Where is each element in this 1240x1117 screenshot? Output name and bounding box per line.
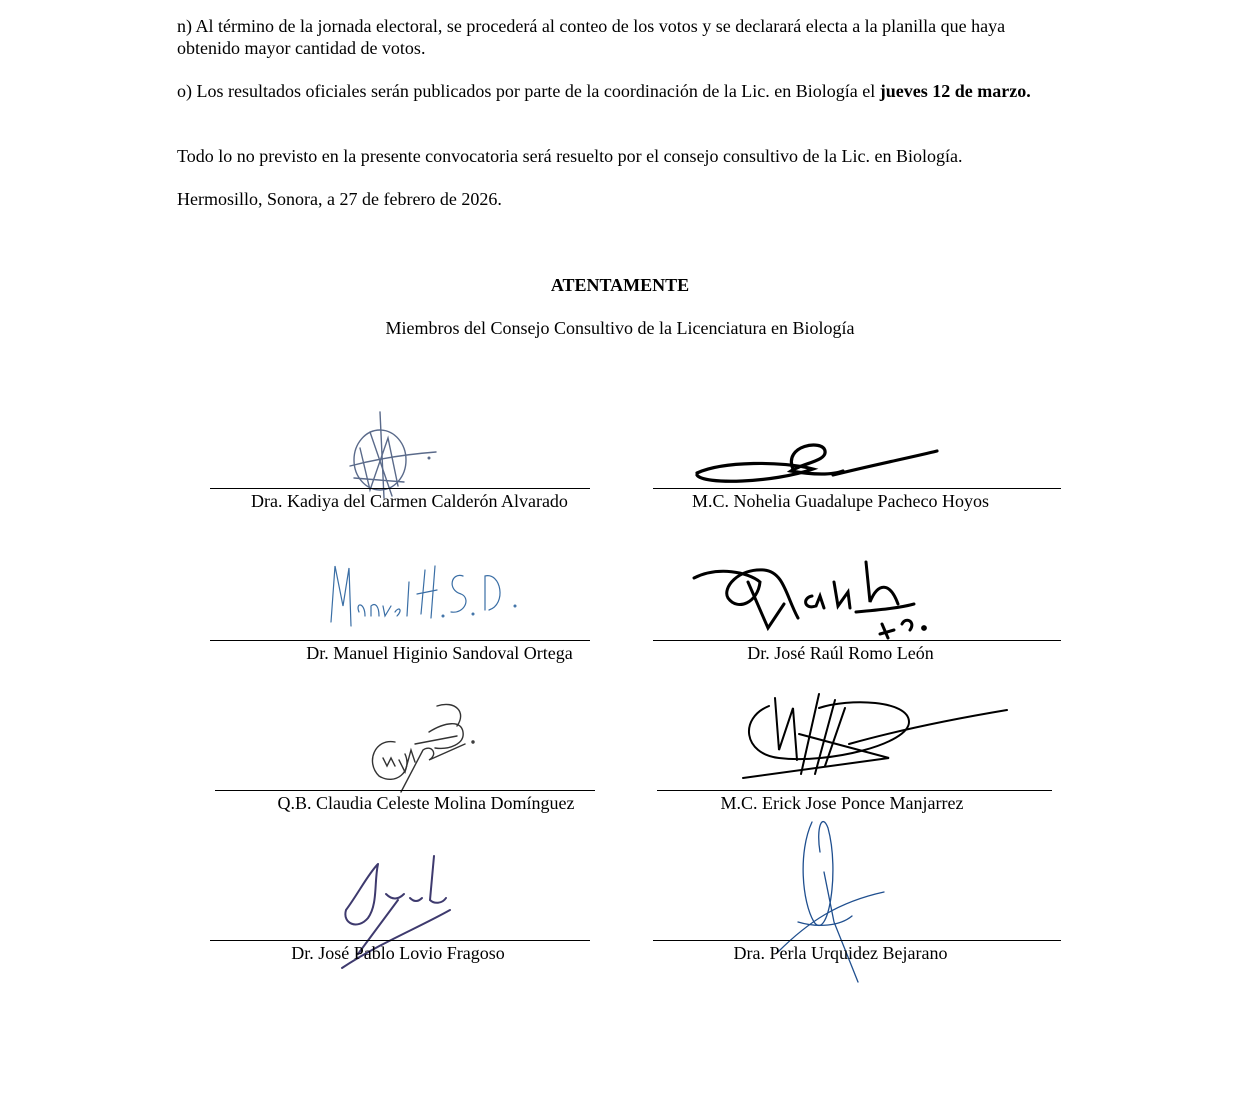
signature-block-romo — [653, 532, 1033, 662]
paragraph-o-date: jueves 12 de marzo. — [879, 81, 1031, 101]
signatory-name: Dr. José Raúl Romo León — [747, 643, 934, 663]
signatory-name: Q.B. Claudia Celeste Molina Domínguez — [277, 793, 575, 813]
signatory-name: M.C. Nohelia Guadalupe Pacheco Hoyos — [692, 491, 989, 511]
paragraph-o — [177, 80, 1057, 102]
signature-line — [653, 640, 1061, 641]
signature-block-sandoval — [210, 532, 590, 662]
signature-line — [215, 790, 595, 791]
signature-block-calderon — [210, 380, 590, 510]
paragraph-n: n) Al término de la jornada electoral, se procederá al conteo de los votos y se declarará electa a la planilla que haya obtenido mayor cantidad de votos. — [177, 16, 1006, 58]
signatory-name: M.C. Erick Jose Ponce Manjarrez — [720, 793, 964, 813]
signature-line — [210, 640, 590, 641]
signature-block-pacheco — [653, 380, 1033, 510]
paragraph-o-text: o) Los resultados oficiales serán publicados por parte de la coordinación de la Lic. en Biología el — [177, 81, 880, 101]
signature-line — [653, 488, 1061, 489]
signatory-name: Dra. Perla Urquidez Bejarano — [733, 943, 948, 963]
place-date: Hermosillo, Sonora, a 27 de febrero de 2026. — [177, 189, 502, 209]
signature-block-molina — [215, 682, 595, 812]
signature-line — [653, 940, 1061, 941]
signature-pacheco — [693, 435, 953, 495]
signature-ponce — [739, 694, 1029, 804]
signature-sandoval — [325, 562, 525, 632]
signatory-name: Dr. José Pablo Lovio Fragoso — [291, 943, 505, 963]
signature-block-lovio — [210, 832, 590, 962]
signature-line — [657, 790, 1052, 791]
signatory-name: Dr. Manuel Higinio Sandoval Ortega — [306, 643, 573, 663]
signature-block-ponce — [657, 682, 1037, 812]
signature-line — [210, 940, 590, 941]
signature-molina — [365, 702, 505, 802]
signature-block-urquidez — [653, 832, 1033, 962]
signatory-name: Dra. Kadiya del Carmen Calderón Alvarado — [251, 491, 568, 511]
closing-note: Todo lo no previsto en la presente convocatoria será resuelto por el consejo consultivo de la Lic. en Biología. — [177, 146, 963, 166]
committee-line: Miembros del Consejo Consultivo de la Licenciatura en Biología — [385, 318, 855, 338]
salutation-heading: ATENTAMENTE — [550, 275, 690, 295]
signature-romo — [688, 542, 968, 652]
signature-line — [210, 488, 590, 489]
